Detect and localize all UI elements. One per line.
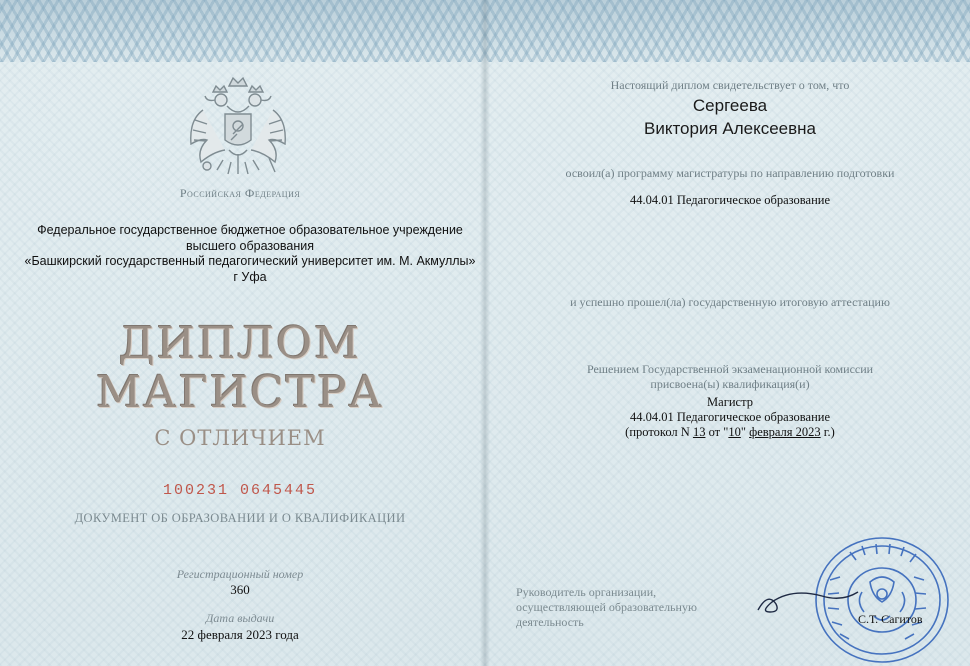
institution-name [20,223,480,285]
graduate-name: Виктория Алексеевна [643,119,817,138]
document-type: ДОКУМЕНТ ОБ ОБРАЗОВАНИИ И О КВАЛИФИКАЦИИ [74,511,406,525]
page-fold [480,0,490,666]
issue-date: 22 февраля 2023 года [181,627,299,642]
decision-text-line2: присвоена(ы) квалификация(и) [650,377,810,391]
degree-title: МАГИСТРА [96,367,384,418]
program-name: 44.04.01 Педагогическое образование [629,193,831,207]
federation-label: Российская Федерация [179,186,301,200]
mastered-program-text: освоил(а) программу магистратуры по направлению подготовки [565,166,895,180]
head-line: деятельность [516,615,584,629]
protocol-quote: " [740,425,750,439]
decision-text-line1: Решением Государственной экзаменационной комиссии [586,362,874,376]
qualification-program: 44.04.01 Педагогическое образование [629,410,831,424]
protocol-prefix: (протокол N [625,425,693,439]
institution-line: «Башкирский государственный педагогический университет им. М. Акмуллы» [24,254,476,268]
protocol-mid: от " [705,425,729,439]
institution-line: высшего образования [185,238,315,253]
institution-line: г Уфа [233,269,267,284]
attestation-text: и успешно прошел(ла) государственную итоговую аттестацию [570,295,890,309]
qualification: Магистр [707,395,753,409]
diploma-title: ДИПЛОМ [118,318,362,369]
registration-label: Регистрационный номер [176,567,304,581]
graduate-surname: Сергеева [692,96,768,115]
head-line: осуществляющей образовательную [516,600,697,614]
signature-icon [752,580,862,620]
protocol-day: 10 [728,425,741,439]
protocol-number: 13 [692,425,706,439]
registration-number: 360 [230,582,250,597]
double-headed-eagle-icon [183,70,293,185]
issue-date-label: Дата выдачи [205,611,275,625]
protocol-month-year: февраля 2023 [749,425,821,439]
protocol-suffix: г.) [820,425,835,439]
institution-line: Федеральное государственное бюджетное образовательное учреждение [37,223,463,237]
signatory-name: С.Т. Сагитов [858,612,923,626]
serial-number: 100231 0645445 [162,482,318,499]
protocol-line [520,425,940,440]
honors-title: С ОТЛИЧИЕМ [154,426,326,450]
head-of-organization-label [516,585,756,630]
head-line: Руководитель организации, [516,585,657,599]
certifies-text: Настоящий диплом свидетельствует о том, что [610,78,850,92]
